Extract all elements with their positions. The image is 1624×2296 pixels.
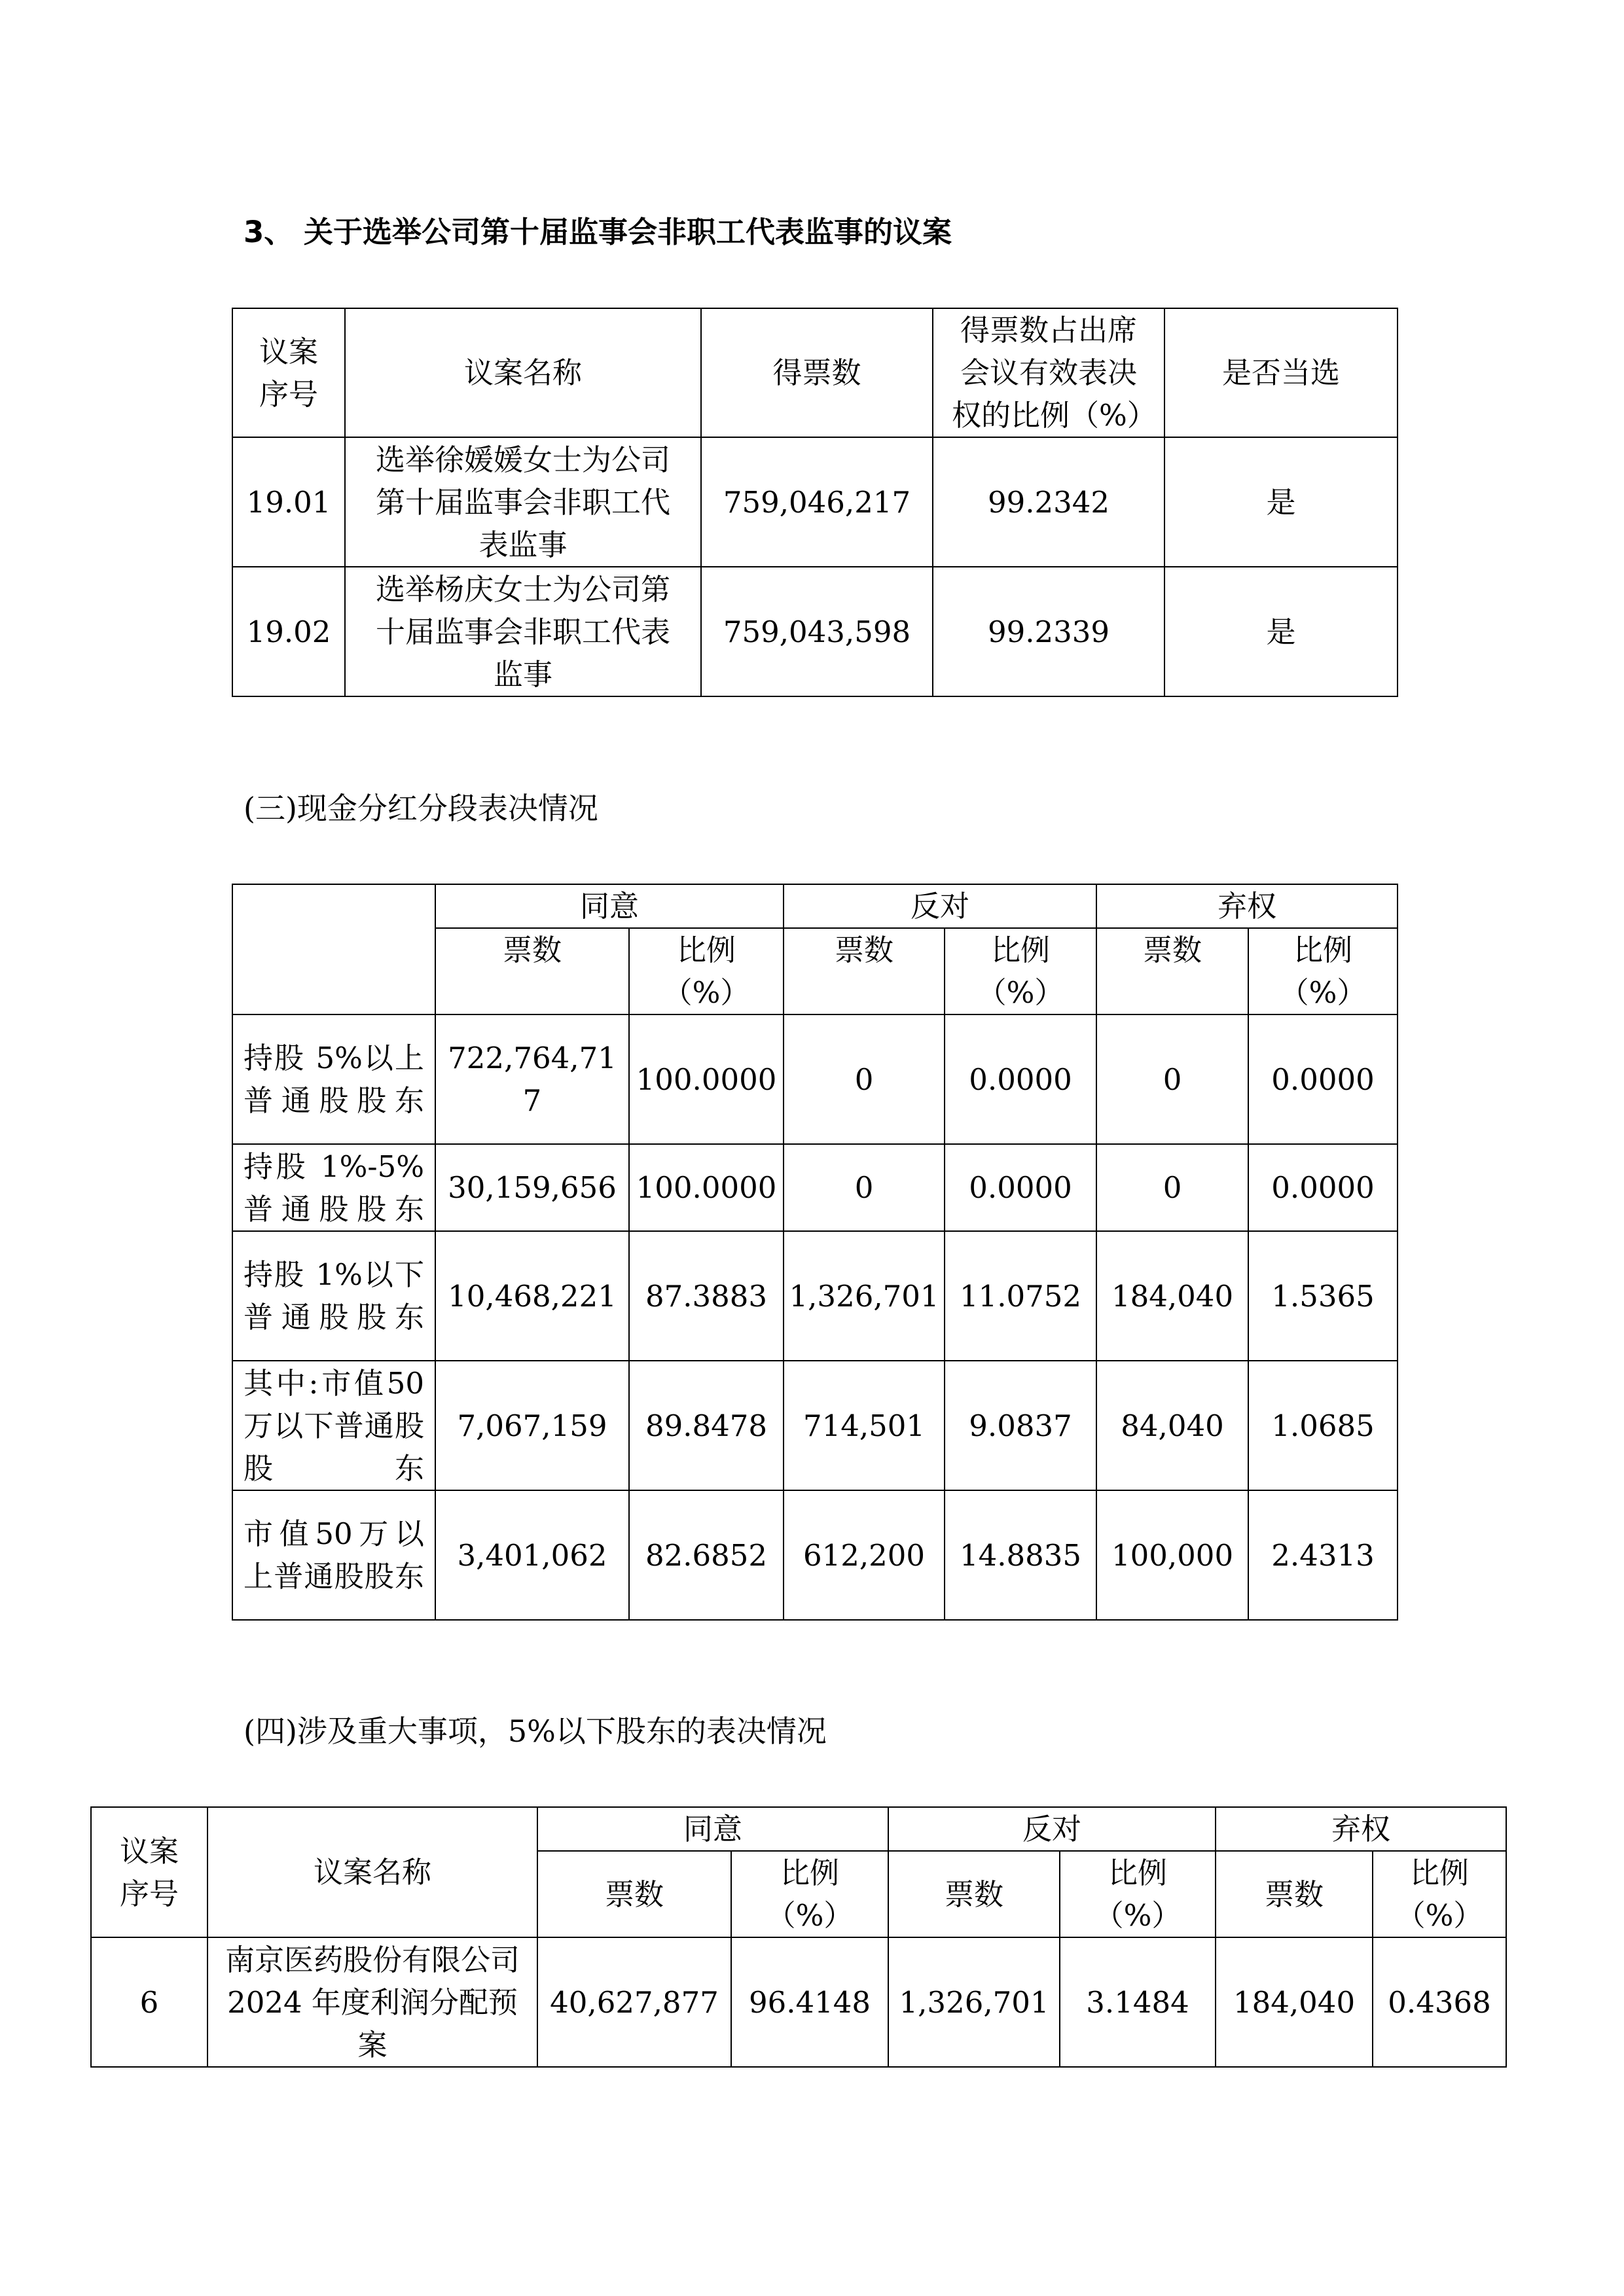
oppose-votes: 714,501 [784, 1361, 945, 1490]
sub-header-ratio: 比例（%） [629, 928, 784, 1014]
row-votes: 759,043,598 [701, 567, 933, 696]
sub-header-ratio: 比例（%） [945, 928, 1096, 1014]
sub-header-votes: 票数 [888, 1851, 1060, 1937]
cash-dividend-title: (三)现金分红分段表决情况 [244, 791, 598, 826]
cash-dividend-table [232, 884, 1398, 1621]
abstain-ratio: 2.4313 [1248, 1490, 1398, 1620]
agree-ratio: 100.0000 [629, 1014, 784, 1144]
row-ratio: 99.2342 [933, 437, 1164, 567]
sub-header-votes: 票数 [784, 928, 945, 1014]
group-header-row [232, 884, 1398, 928]
sub-header-ratio: 比例（%） [1060, 1851, 1216, 1937]
group-header-agree: 同意 [537, 1807, 888, 1851]
abstain-votes: 0 [1096, 1014, 1248, 1144]
election-table [232, 308, 1398, 697]
oppose-ratio: 11.0752 [945, 1231, 1096, 1361]
oppose-votes: 1,326,701 [888, 1937, 1060, 2067]
table-header-row [232, 308, 1398, 437]
agree-votes: 40,627,877 [537, 1937, 731, 2067]
col-header-no: 议案序号 [232, 308, 345, 437]
row-ratio: 99.2339 [933, 567, 1164, 696]
table-row [232, 1014, 1398, 1144]
major-matters-table [90, 1806, 1507, 2068]
abstain-votes: 0 [1096, 1144, 1248, 1231]
sub-header-ratio: 比例（%） [731, 1851, 888, 1937]
abstain-votes: 84,040 [1096, 1361, 1248, 1490]
oppose-ratio: 14.8835 [945, 1490, 1096, 1620]
row-votes: 759,046,217 [701, 437, 933, 567]
col-header-name: 议案名称 [208, 1807, 537, 1937]
agree-votes: 10,468,221 [435, 1231, 629, 1361]
group-header-oppose: 反对 [784, 884, 1096, 928]
agree-ratio: 100.0000 [629, 1144, 784, 1231]
oppose-votes: 612,200 [784, 1490, 945, 1620]
oppose-ratio: 3.1484 [1060, 1937, 1216, 2067]
table-row [232, 567, 1398, 696]
group-header-agree: 同意 [435, 884, 784, 928]
sub-header-ratio: 比例（%） [1248, 928, 1398, 1014]
row-name: 选举杨庆女士为公司第十届监事会非职工代表监事 [345, 567, 701, 696]
oppose-votes: 0 [784, 1144, 945, 1231]
sub-header-votes: 票数 [1216, 1851, 1373, 1937]
row-elected: 是 [1164, 567, 1398, 696]
abstain-ratio: 1.0685 [1248, 1361, 1398, 1490]
row-label: 市值50万以上普通股股东 [232, 1490, 435, 1620]
agree-ratio: 89.8478 [629, 1361, 784, 1490]
row-no: 6 [91, 1937, 208, 2067]
abstain-votes: 100,000 [1096, 1490, 1248, 1620]
row-name: 选举徐媛媛女士为公司第十届监事会非职工代表监事 [345, 437, 701, 567]
row-label: 持股 5%以上普通股股东 [232, 1014, 435, 1144]
abstain-ratio: 0.0000 [1248, 1144, 1398, 1231]
group-header-row [91, 1807, 1506, 1851]
abstain-votes: 184,040 [1216, 1937, 1373, 2067]
row-label: 持股 1%-5%普通股股东 [232, 1144, 435, 1231]
oppose-ratio: 0.0000 [945, 1144, 1096, 1231]
row-label: 其中:市值50万以下普通股股东 [232, 1361, 435, 1490]
group-header-oppose: 反对 [888, 1807, 1216, 1851]
agree-votes: 7,067,159 [435, 1361, 629, 1490]
row-no: 19.01 [232, 437, 345, 567]
blank-corner-cell [232, 884, 435, 1014]
section3-title: 3、 关于选举公司第十届监事会非职工代表监事的议案 [244, 215, 952, 249]
table-row [232, 1144, 1398, 1231]
abstain-ratio: 0.0000 [1248, 1014, 1398, 1144]
row-no: 19.02 [232, 567, 345, 696]
col-header-no: 议案序号 [91, 1807, 208, 1937]
group-header-abstain: 弃权 [1216, 1807, 1506, 1851]
sub-header-votes: 票数 [1096, 928, 1248, 1014]
table-row [232, 1490, 1398, 1620]
agree-votes: 30,159,656 [435, 1144, 629, 1231]
agree-votes: 3,401,062 [435, 1490, 629, 1620]
sub-header-ratio: 比例（%） [1373, 1851, 1506, 1937]
row-name: 南京医药股份有限公司 2024 年度利润分配预案 [208, 1937, 537, 2067]
row-label: 持股 1%以下普通股股东 [232, 1231, 435, 1361]
oppose-votes: 1,326,701 [784, 1231, 945, 1361]
table-row [91, 1937, 1506, 2067]
table-row [232, 437, 1398, 567]
agree-ratio: 96.4148 [731, 1937, 888, 2067]
col-header-name: 议案名称 [345, 308, 701, 437]
agree-ratio: 87.3883 [629, 1231, 784, 1361]
table-row [232, 1231, 1398, 1361]
col-header-ratio: 得票数占出席会议有效表决权的比例（%） [933, 308, 1164, 437]
oppose-votes: 0 [784, 1014, 945, 1144]
abstain-ratio: 0.4368 [1373, 1937, 1506, 2067]
col-header-votes: 得票数 [701, 308, 933, 437]
agree-ratio: 82.6852 [629, 1490, 784, 1620]
abstain-ratio: 1.5365 [1248, 1231, 1398, 1361]
agree-votes: 722,764,717 [435, 1014, 629, 1144]
table-row [232, 1361, 1398, 1490]
oppose-ratio: 9.0837 [945, 1361, 1096, 1490]
sub-header-votes: 票数 [537, 1851, 731, 1937]
sub-header-votes: 票数 [435, 928, 629, 1014]
abstain-votes: 184,040 [1096, 1231, 1248, 1361]
col-header-elected: 是否当选 [1164, 308, 1398, 437]
row-elected: 是 [1164, 437, 1398, 567]
oppose-ratio: 0.0000 [945, 1014, 1096, 1144]
group-header-abstain: 弃权 [1096, 884, 1398, 928]
major-matters-title: (四)涉及重大事项，5%以下股东的表决情况 [244, 1713, 827, 1749]
